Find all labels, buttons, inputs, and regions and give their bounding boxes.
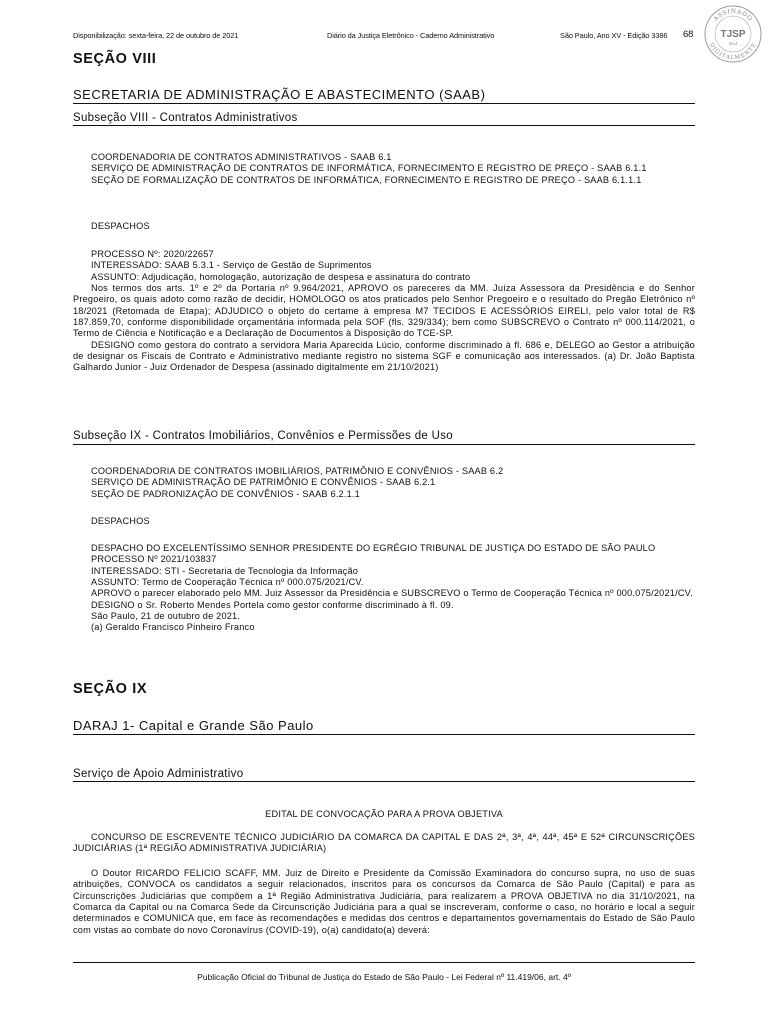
seal-center-text: TJSP [720, 29, 746, 40]
subject: ASSUNTO: Adjudicação, homologação, autorização de despesa e assinatura do contrato [91, 271, 471, 282]
interested-party: INTERESSADO: STI - Secretaria de Tecnologia da Informação [91, 565, 359, 576]
footer-text: Publicação Oficial do Tribunal de Justiça do Estado de São Paulo - Lei Federal nº 11.419/06, art. 4º [197, 972, 571, 982]
section-title: SEÇÃO VIII [73, 51, 157, 67]
dispatch-heading: DESPACHOS [91, 516, 150, 526]
subsection-heading: Subseção IX - Contratos Imobiliários, Convênios e Permissões de Uso [73, 430, 453, 442]
coordination-line: COORDENADORIA DE CONTRATOS ADMINISTRATIVOS - SAAB 6.1 [91, 152, 392, 162]
coordination-line: COORDENADORIA DE CONTRATOS IMOBILIÁRIOS, PATRIMÔNIO E CONVÊNIOS - SAAB 6.2 [91, 466, 504, 476]
date-line: São Paulo, 21 de outubro de 2021. [91, 611, 241, 622]
process-number: PROCESSO Nº: 2020/22657 [91, 249, 214, 259]
page-header [73, 28, 695, 42]
service-line: SERVIÇO DE ADMINISTRAÇÃO DE CONTRATOS DE INFORMÁTICA, FORNECIMENTO E REGISTRO DE PREÇO - SAAB 6.1.1 [91, 163, 647, 174]
header-date: Disponibilização: sexta-feira, 22 de outubro de 2021 [73, 31, 239, 40]
digital-signature-seal [703, 4, 763, 64]
subject: ASSUNTO: Termo de Cooperação Técnica nº 000.075/2021/CV. [91, 577, 364, 588]
approval-paragraph: APROVO o parecer elaborado pelo MM. Juiz Assessor da Presidência e SUBSCREVO o Termo de Cooperação Técnica nº 000.075/2021/CV. [91, 588, 693, 599]
interested-party: INTERESSADO: SAAB 5.3.1 - Serviço de Gestão de Suprimentos [91, 260, 372, 271]
decision-paragraph: Nos termos dos arts. 1º e 2º da Portaria nº 9.964/2021, APROVO os pareceres da MM. Juíza Assessora da Presidência e do Senhor Pregoeiro, os quais adoto como razão de decidir, HOMOLOGO os atos praticados pelo Senhor Pregoeiro e o resultado do Pregão Eletrônico nº 18/2021 (Retomada de Etapa); ADJUDICO o objeto do certame à empresa M7 TECIDOS E ACESSÓRIOS EIRELI, pelo valor total de R$ 187.859,70, conforme disponibilidade orçamentária informada pela SOF (fls. 329/334); bem como SUBSCREVO o Contrato nº 000.114/2021, o Termo de Ciência e Notificação e a Declaração de Documentos à Disposição do TCE-SP. [73, 283, 695, 339]
dispatch-heading: DESPACHOS [91, 221, 150, 231]
subsection-heading: Subseção VIII - Contratos Administrativos [73, 112, 695, 126]
page-footer [73, 962, 695, 982]
designation-paragraph: DESIGNO o Sr. Roberto Mendes Portela como gestor conforme discriminado à fl. 09. [91, 599, 454, 610]
section-line: SEÇÃO DE FORMALIZAÇÃO DE CONTRATOS DE INFORMÁTICA, FORNECIMENTO E REGISTRO DE PREÇO - SAAB 6.1.1.1 [91, 174, 642, 185]
service-line: SERVIÇO DE ADMINISTRAÇÃO DE PATRIMÔNIO E CONVÊNIOS - SAAB 6.2.1 [91, 477, 436, 488]
convocation-paragraph: O Doutor RICARDO FELICIO SCAFF, MM. Juiz de Direito e Presidente da Comissão Examinadora do concurso supra, no uso de suas atribuições, CONVOCA os candidatos a seguir relacionados, inscritos para os concursos da Comarca de São Paulo (Capital) e para as Circunscrições Judiciárias que compõem a 1ª Região Administrativa Judiciária, para realizarem a PROVA OBJETIVA no dia 31/10/2021, na Comarca da Capital ou na Comarca Sede da Circunscrição Judiciária para a qual se inscreveram, conforme o caso, no horário e local a seguir determinados e COMUNICA que, em face às recomendações e medidas dos centros e departamentos governamentais do Estado de São Paulo com vistas ao combate do novo Coronavírus (COVID-19), o(a) candidato(a) deverá: [73, 868, 695, 935]
header-journal: Diário da Justiça Eletrônico - Caderno Administrativo [327, 31, 495, 40]
daraj-heading: DARAJ 1- Capital e Grande São Paulo [73, 718, 695, 735]
contest-title: CONCURSO DE ESCREVENTE TÉCNICO JUDICIÁRIO DA COMARCA DA CAPITAL E DAS 2ª, 3ª, 4ª, 44ª, 45ª E 52ª CIRCUNSCRIÇÕES JUDICIÁRIAS (1ª REGIÃO ADMINISTRATIVA JUDICIÁRIA) [73, 832, 695, 854]
process-number: PROCESSO Nº 2021/103837 [91, 554, 217, 565]
secretariat-heading: SECRETARIA DE ADMINISTRAÇÃO E ABASTECIMENTO (SAAB) [73, 87, 695, 104]
seal-top-text: ASSINADO [712, 7, 754, 23]
signature-line: (a) Geraldo Francisco Pinheiro Franco [91, 622, 255, 633]
page-number: 68 [683, 29, 694, 40]
president-dispatch: DESPACHO DO EXCELENTÍSSIMO SENHOR PRESIDENTE DO EGRÉGIO TRIBUNAL DE JUSTIÇA DO ESTADO DE SÃO PAULO [91, 543, 656, 553]
header-edition: São Paulo, Ano XV - Edição 3386 [560, 31, 668, 40]
designation-paragraph: DESIGNO como gestora do contrato a servidora Maria Aparecida Lúcio, conforme discriminado à fl. 686 e, DELEGO ao Gestor a atribuição de designar os Fiscais de Contrato e Administrativo mediante registro no sistema SGF e comunicação aos interessados. (a) Dr. João Baptista Galhardo Junior - Juiz Ordenador de Despesa (assinado digitalmente em 21/10/2021) [73, 339, 695, 373]
section-title: SEÇÃO IX [73, 681, 148, 697]
seal-small-text: SAJ [728, 41, 738, 46]
seal-bottom-text: DIGITALMENTE [708, 42, 758, 62]
edital-title: EDITAL DE CONVOCAÇÃO PARA A PROVA OBJETIVA [265, 809, 503, 819]
section-line: SEÇÃO DE PADRONIZAÇÃO DE CONVÊNIOS - SAAB 6.2.1.1 [91, 488, 360, 499]
subsection-heading: Serviço de Apoio Administrativo [73, 768, 695, 782]
